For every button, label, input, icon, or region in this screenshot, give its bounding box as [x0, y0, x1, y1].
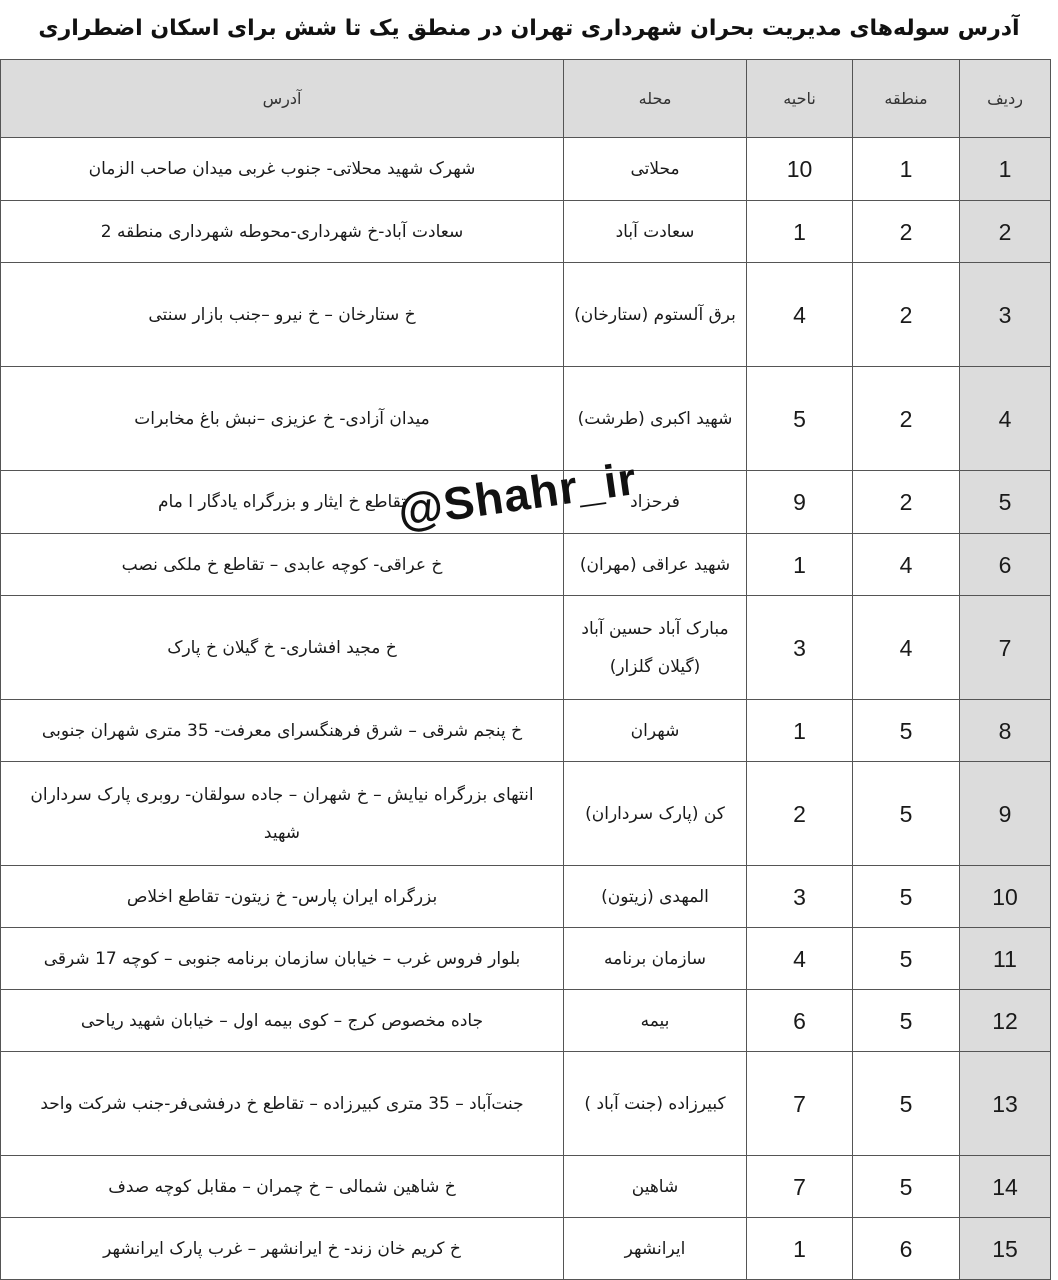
cell-radif: 3	[960, 263, 1051, 367]
table-row	[1, 928, 1051, 990]
header-mantaqe: منطقه	[853, 60, 960, 138]
cell-nahie: 9	[747, 471, 853, 534]
cell-nahie: 1	[747, 1218, 853, 1280]
table-row	[1, 1218, 1051, 1280]
cell-mantaqe: 2	[853, 201, 960, 263]
cell-address: سعادت آباد-خ شهرداری-محوطه شهرداری منطقه 2	[1, 201, 564, 263]
cell-nahie: 4	[747, 263, 853, 367]
cell-mantaqe: 2	[853, 263, 960, 367]
cell-nahie: 3	[747, 596, 853, 700]
cell-radif: 13	[960, 1052, 1051, 1156]
cell-mahalle: شهید عراقی (مهران)	[564, 534, 747, 596]
cell-mahalle: بیمه	[564, 990, 747, 1052]
cell-radif: 12	[960, 990, 1051, 1052]
cell-mantaqe: 5	[853, 928, 960, 990]
cell-mahalle: مبارک آباد حسین آباد (گیلان گلزار)	[564, 596, 747, 700]
cell-mahalle: شاهین	[564, 1156, 747, 1218]
cell-address: تقاطع خ ایثار و بزرگراه یادگار ا مام	[1, 471, 564, 534]
cell-nahie: 2	[747, 762, 853, 866]
cell-nahie: 1	[747, 700, 853, 762]
watermark: @Shahr_ir	[394, 452, 641, 538]
cell-address: بلوار فروس غرب – خیابان سازمان برنامه جنوبی – کوچه 17 شرقی	[1, 928, 564, 990]
cell-nahie: 10	[747, 138, 853, 201]
cell-radif: 4	[960, 367, 1051, 471]
cell-mantaqe: 5	[853, 866, 960, 928]
header-address: آدرس	[1, 60, 564, 138]
cell-address: خ ستارخان – خ نیرو –جنب بازار سنتی	[1, 263, 564, 367]
cell-mantaqe: 2	[853, 471, 960, 534]
cell-nahie: 7	[747, 1156, 853, 1218]
cell-radif: 9	[960, 762, 1051, 866]
cell-mahalle: المهدی (زیتون)	[564, 866, 747, 928]
table-row	[1, 596, 1051, 700]
cell-radif: 1	[960, 138, 1051, 201]
header-mahalle: محله	[564, 60, 747, 138]
cell-mantaqe: 2	[853, 367, 960, 471]
table-row	[1, 762, 1051, 866]
cell-radif: 15	[960, 1218, 1051, 1280]
cell-radif: 2	[960, 201, 1051, 263]
cell-mantaqe: 4	[853, 596, 960, 700]
page-title: آدرس سوله‌های مدیریت بحران شهرداری تهران در منطق یک تا شش برای اسکان اضطراری	[38, 16, 1020, 41]
shelters-table-container	[0, 59, 1050, 1280]
cell-nahie: 1	[747, 201, 853, 263]
table-row	[1, 263, 1051, 367]
cell-address: جنت‌آباد – 35 متری کبیرزاده – تقاطع خ درفشی‌فر-جنب شرکت واحد	[1, 1052, 564, 1156]
cell-nahie: 7	[747, 1052, 853, 1156]
cell-mantaqe: 5	[853, 1156, 960, 1218]
cell-mahalle: محلاتی	[564, 138, 747, 201]
cell-mahalle: شهید اکبری (طرشت)	[564, 367, 747, 471]
cell-radif: 10	[960, 866, 1051, 928]
table-body	[1, 138, 1051, 1280]
cell-nahie: 6	[747, 990, 853, 1052]
table-row	[1, 201, 1051, 263]
cell-address: میدان آزادی- خ عزیزی –نبش باغ مخابرات	[1, 367, 564, 471]
cell-radif: 7	[960, 596, 1051, 700]
cell-mahalle: سازمان برنامه	[564, 928, 747, 990]
table-row	[1, 990, 1051, 1052]
cell-address: خ مجید افشاری- خ گیلان خ پارک	[1, 596, 564, 700]
table-header-row	[1, 60, 1051, 138]
table-row	[1, 534, 1051, 596]
shelters-table	[0, 59, 1051, 1280]
cell-nahie: 5	[747, 367, 853, 471]
cell-mantaqe: 5	[853, 1052, 960, 1156]
cell-radif: 6	[960, 534, 1051, 596]
table-row	[1, 700, 1051, 762]
cell-mahalle: سعادت آباد	[564, 201, 747, 263]
cell-radif: 11	[960, 928, 1051, 990]
cell-nahie: 4	[747, 928, 853, 990]
cell-address: خ کریم خان زند- خ ایرانشهر – غرب پارک ایرانشهر	[1, 1218, 564, 1280]
cell-radif: 14	[960, 1156, 1051, 1218]
table-row	[1, 138, 1051, 201]
cell-mantaqe: 1	[853, 138, 960, 201]
cell-mahalle: فرحزاد	[564, 471, 747, 534]
cell-mantaqe: 4	[853, 534, 960, 596]
cell-mahalle: شهران	[564, 700, 747, 762]
cell-address: انتهای بزرگراه نیایش – خ شهران – جاده سولقان- روبری پارک سرداران شهید	[1, 762, 564, 866]
table-row	[1, 1156, 1051, 1218]
cell-mahalle: ایرانشهر	[564, 1218, 747, 1280]
header-nahie: ناحیه	[747, 60, 853, 138]
header-radif: ردیف	[960, 60, 1051, 138]
cell-mantaqe: 5	[853, 990, 960, 1052]
cell-address: خ شاهین شمالی – خ چمران – مقابل کوچه صدف	[1, 1156, 564, 1218]
cell-mahalle: کبیرزاده (جنت آباد )	[564, 1052, 747, 1156]
cell-address: خ پنجم شرقی – شرق فرهنگسرای معرفت- 35 متری شهران جنوبی	[1, 700, 564, 762]
cell-nahie: 1	[747, 534, 853, 596]
cell-mantaqe: 6	[853, 1218, 960, 1280]
cell-mantaqe: 5	[853, 762, 960, 866]
cell-mahalle: کن (پارک سرداران)	[564, 762, 747, 866]
table-row	[1, 367, 1051, 471]
cell-address: خ عراقی- کوچه عابدی – تقاطع خ ملکی نصب	[1, 534, 564, 596]
cell-radif: 8	[960, 700, 1051, 762]
cell-nahie: 3	[747, 866, 853, 928]
cell-address: جاده مخصوص کرج – کوی بیمه اول – خیابان شهید ریاحی	[1, 990, 564, 1052]
table-row	[1, 866, 1051, 928]
cell-mahalle: برق آلستوم (ستارخان)	[564, 263, 747, 367]
cell-address: شهرک شهید محلاتی- جنوب غربی میدان صاحب الزمان	[1, 138, 564, 201]
table-row	[1, 1052, 1051, 1156]
cell-mantaqe: 5	[853, 700, 960, 762]
cell-radif: 5	[960, 471, 1051, 534]
cell-address: بزرگراه ایران پارس- خ زیتون- تقاطع اخلاص	[1, 866, 564, 928]
